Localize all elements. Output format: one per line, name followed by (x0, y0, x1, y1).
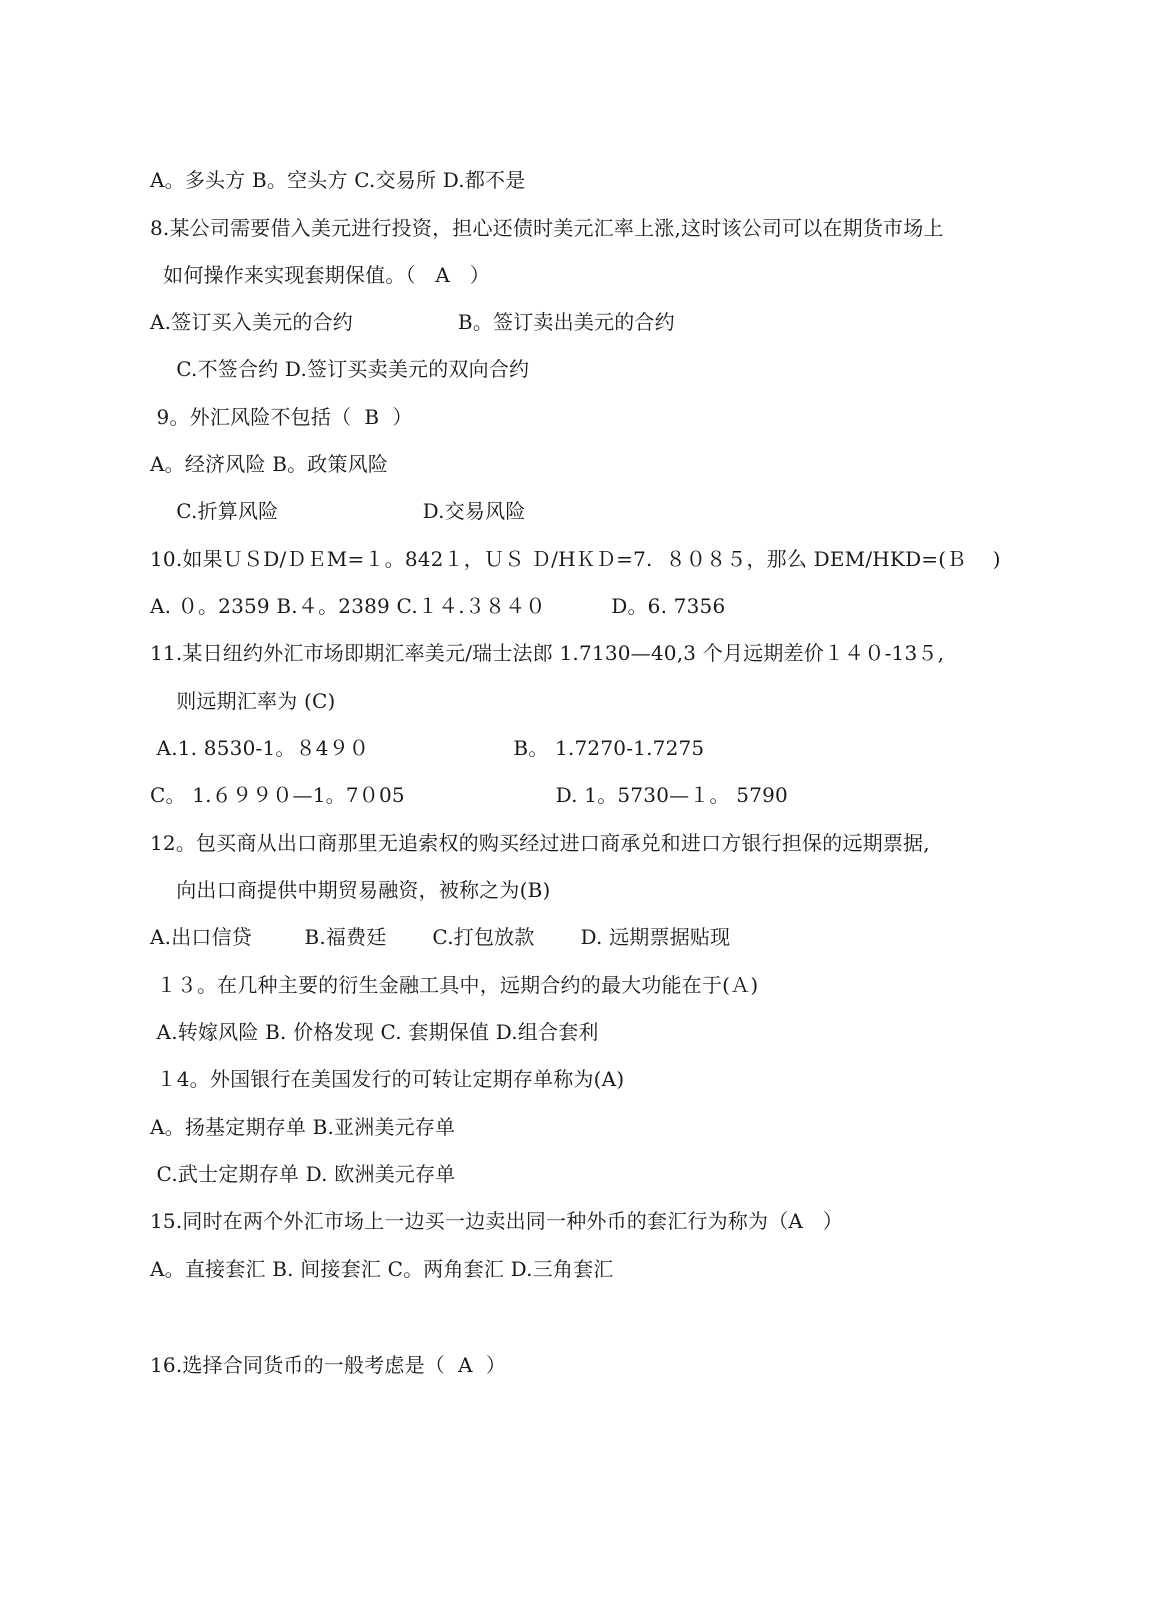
question-line: 如何操作来实现套期保值。（ A ） (150, 263, 490, 287)
question-line: 15.同时在两个外汇市场上一边买一边卖出同一种外币的套汇行为称为（A ） (150, 1209, 843, 1233)
option-line: A。直接套汇 B. 间接套汇 C。两角套汇 D.三角套汇 (150, 1257, 614, 1281)
option-line: A.签订买入美元的合约 B。签订卖出美元的合约 (150, 310, 675, 334)
question-line: 则远期汇率为 (C) (150, 689, 336, 713)
option-line: A.1. 8530-1。８4９０ B。 1.7270-1.7275 (150, 736, 705, 760)
option-line: A.转嫁风险 B. 价格发现 C. 套期保值 D.组合套利 (150, 1020, 599, 1044)
option-line: C.折算风险 D.交易风险 (150, 499, 526, 523)
option-line: C.武士定期存单 D. 欧洲美元存单 (150, 1162, 456, 1186)
question-line: 16.选择合同货币的一般考虑是（ A ） (150, 1353, 507, 1377)
question-line: 向出口商提供中期贸易融资，被称之为(B) (150, 878, 551, 902)
question-line: 11.某日纽约外汇市场即期汇率美元/瑞士法郎 1.7130—40,3 个月远期差价１４０-13５, (150, 641, 945, 665)
option-line: A。扬基定期存单 B.亚洲美元存单 (150, 1115, 456, 1139)
option-line: C。 1.６９９０—1。7０05 D. 1。5730—１。 5790 (150, 783, 788, 807)
question-line: 12。包买商从出口商那里无追索权的购买经过进口商承兑和进口方银行担保的远期票据, (150, 831, 930, 855)
option-line: A。多头方 B。空头方 C.交易所 D.都不是 (150, 168, 526, 192)
question-line: １4。外国银行在美国发行的可转让定期存单称为(A) (150, 1067, 625, 1091)
option-line: A. ０。2359 B.４。2389 C.１４.３８４０ D。6. 7356 (150, 594, 726, 618)
option-line: A.出口信贷 B.福费廷 C.打包放款 D. 远期票据贴现 (150, 925, 731, 949)
question-line: １３。在几种主要的衍生金融工具中，远期合约的最大功能在于(Ａ) (150, 973, 759, 997)
question-line: 10.如果ＵＳD/ＤＥM=１。842１，ＵＳ Ｄ/HＫＤ=7. ８０８５，那么 DEM/HKD=(Ｂ ) (150, 547, 1001, 571)
question-line: 8.某公司需要借入美元进行投资，担心还债时美元汇率上涨,这时该公司可以在期货市场上 (150, 216, 944, 240)
option-line: C.不签合约 D.签订买卖美元的双向合约 (150, 357, 530, 381)
option-line: A。经济风险 B。政策风险 (150, 452, 389, 476)
question-line: 9。外汇风险不包括（ B ） (150, 405, 413, 429)
